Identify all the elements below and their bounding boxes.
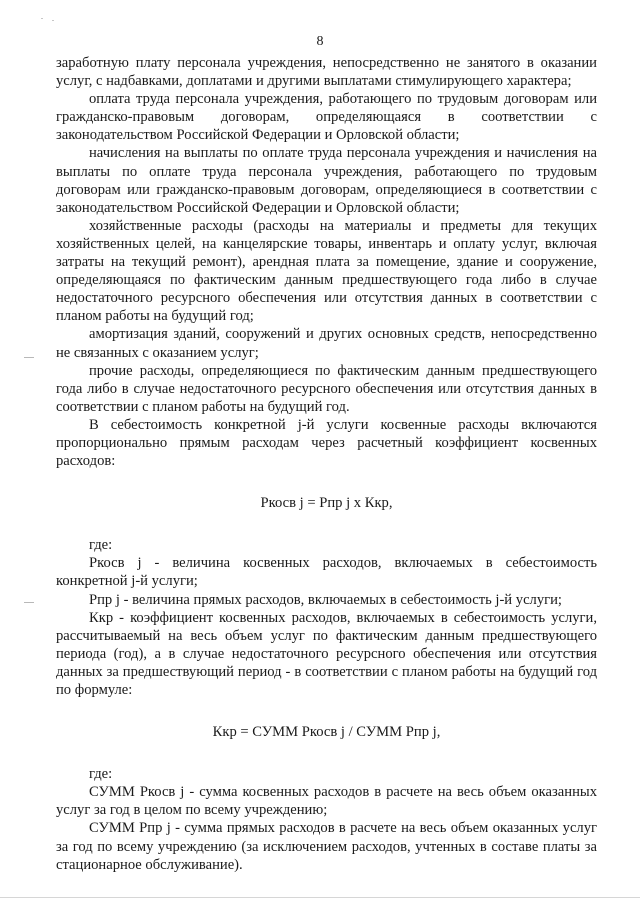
paragraph: начисления на выплаты по оплате труда персонала учреждения и начисления на выплаты по оплате труда персонала учреждения, работающего по трудовым договорам или гражданско-правовым договорам, определяющиеся в соответствии с законодательством Российской Федерации и Орловской области; (56, 145, 597, 216)
paragraph: заработную плату персонала учреждения, непосредственно не занятого в оказании услуг, с надбавками, доплатами и другими выплатами стимулирующего характера; (56, 55, 597, 90)
definition: Ккр - коэффициент косвенных расходов, включаемых в себестоимость услуги, рассчитываемый на весь объем услуг по фактическим данным предшествующего периода (год), а в случае недостаточного ресурсного обеспечения или отсутствия данных за предшествующий период - в соответствии с планом работы на будущий год по формуле: (56, 609, 597, 698)
document-body (56, 54, 597, 874)
paragraph: В себестоимость конкретной j-й услуги косвенные расходы включаются пропорционально прямым расходам через расчетный коэффициент косвенных расходов: (56, 416, 597, 470)
definition: СУММ Ркосв j - сумма косвенных расходов в расчете на весь объем оказанных услуг за год в целом по всему учреждению; (56, 784, 597, 819)
page-number: 8 (316, 34, 324, 49)
paragraph: оплата труда персонала учреждения, работающего по трудовым договорам или гражданско-правовым договорам, определяющаяся в соответствии с законодательством Российской Федерации и Орловской области; (56, 91, 597, 144)
formula-coefficient: Ккр = СУММ Ркосв j / СУММ Рпр j, (212, 724, 441, 741)
formula-indirect-costs: Ркосв j = Рпр j х Ккр, (260, 495, 393, 512)
paragraph: амортизация зданий, сооружений и других основных средств, непосредственно не связанных с оказанием услуг; (56, 326, 597, 361)
paragraph: хозяйственные расходы (расходы на материалы и предметы для текущих хозяйственных целей, на канцелярские товары, инвентарь и оплату услуг, включая затраты на текущий ремонт), арендная плата за помещение, здание и сооружение, определяющаяся по фактическим данным предшествующего года либо в случае недостаточного ресурсного обеспечения или отсутствия данных в соответствии с планом работы на будущий год; (56, 217, 597, 325)
where-label: где: (89, 537, 113, 554)
margin-mark (24, 357, 34, 358)
scan-speck (41, 18, 43, 19)
definition: СУММ Рпр j - сумма прямых расходов в расчете на весь объем оказанных услуг за год по всему учреждению (за исключением расходов, учтенных в составе платы за стационарное обслуживание). (56, 820, 597, 873)
where-label: где: (89, 766, 113, 783)
margin-mark (24, 602, 34, 603)
paragraph: прочие расходы, определяющиеся по фактическим данным предшествующего года либо в случае недостаточного ресурсного обеспечения или отсутствия данных в соответствии с планом работы на будущий год. (56, 362, 597, 415)
scan-edge-line (0, 897, 640, 898)
definition: Ркосв j - величина косвенных расходов, включаемых в себестоимость конкретной j-й услуги; (56, 555, 597, 590)
scan-speck (52, 20, 54, 21)
definition: Рпр j - величина прямых расходов, включаемых в себестоимость j-й услуги; (89, 591, 562, 608)
